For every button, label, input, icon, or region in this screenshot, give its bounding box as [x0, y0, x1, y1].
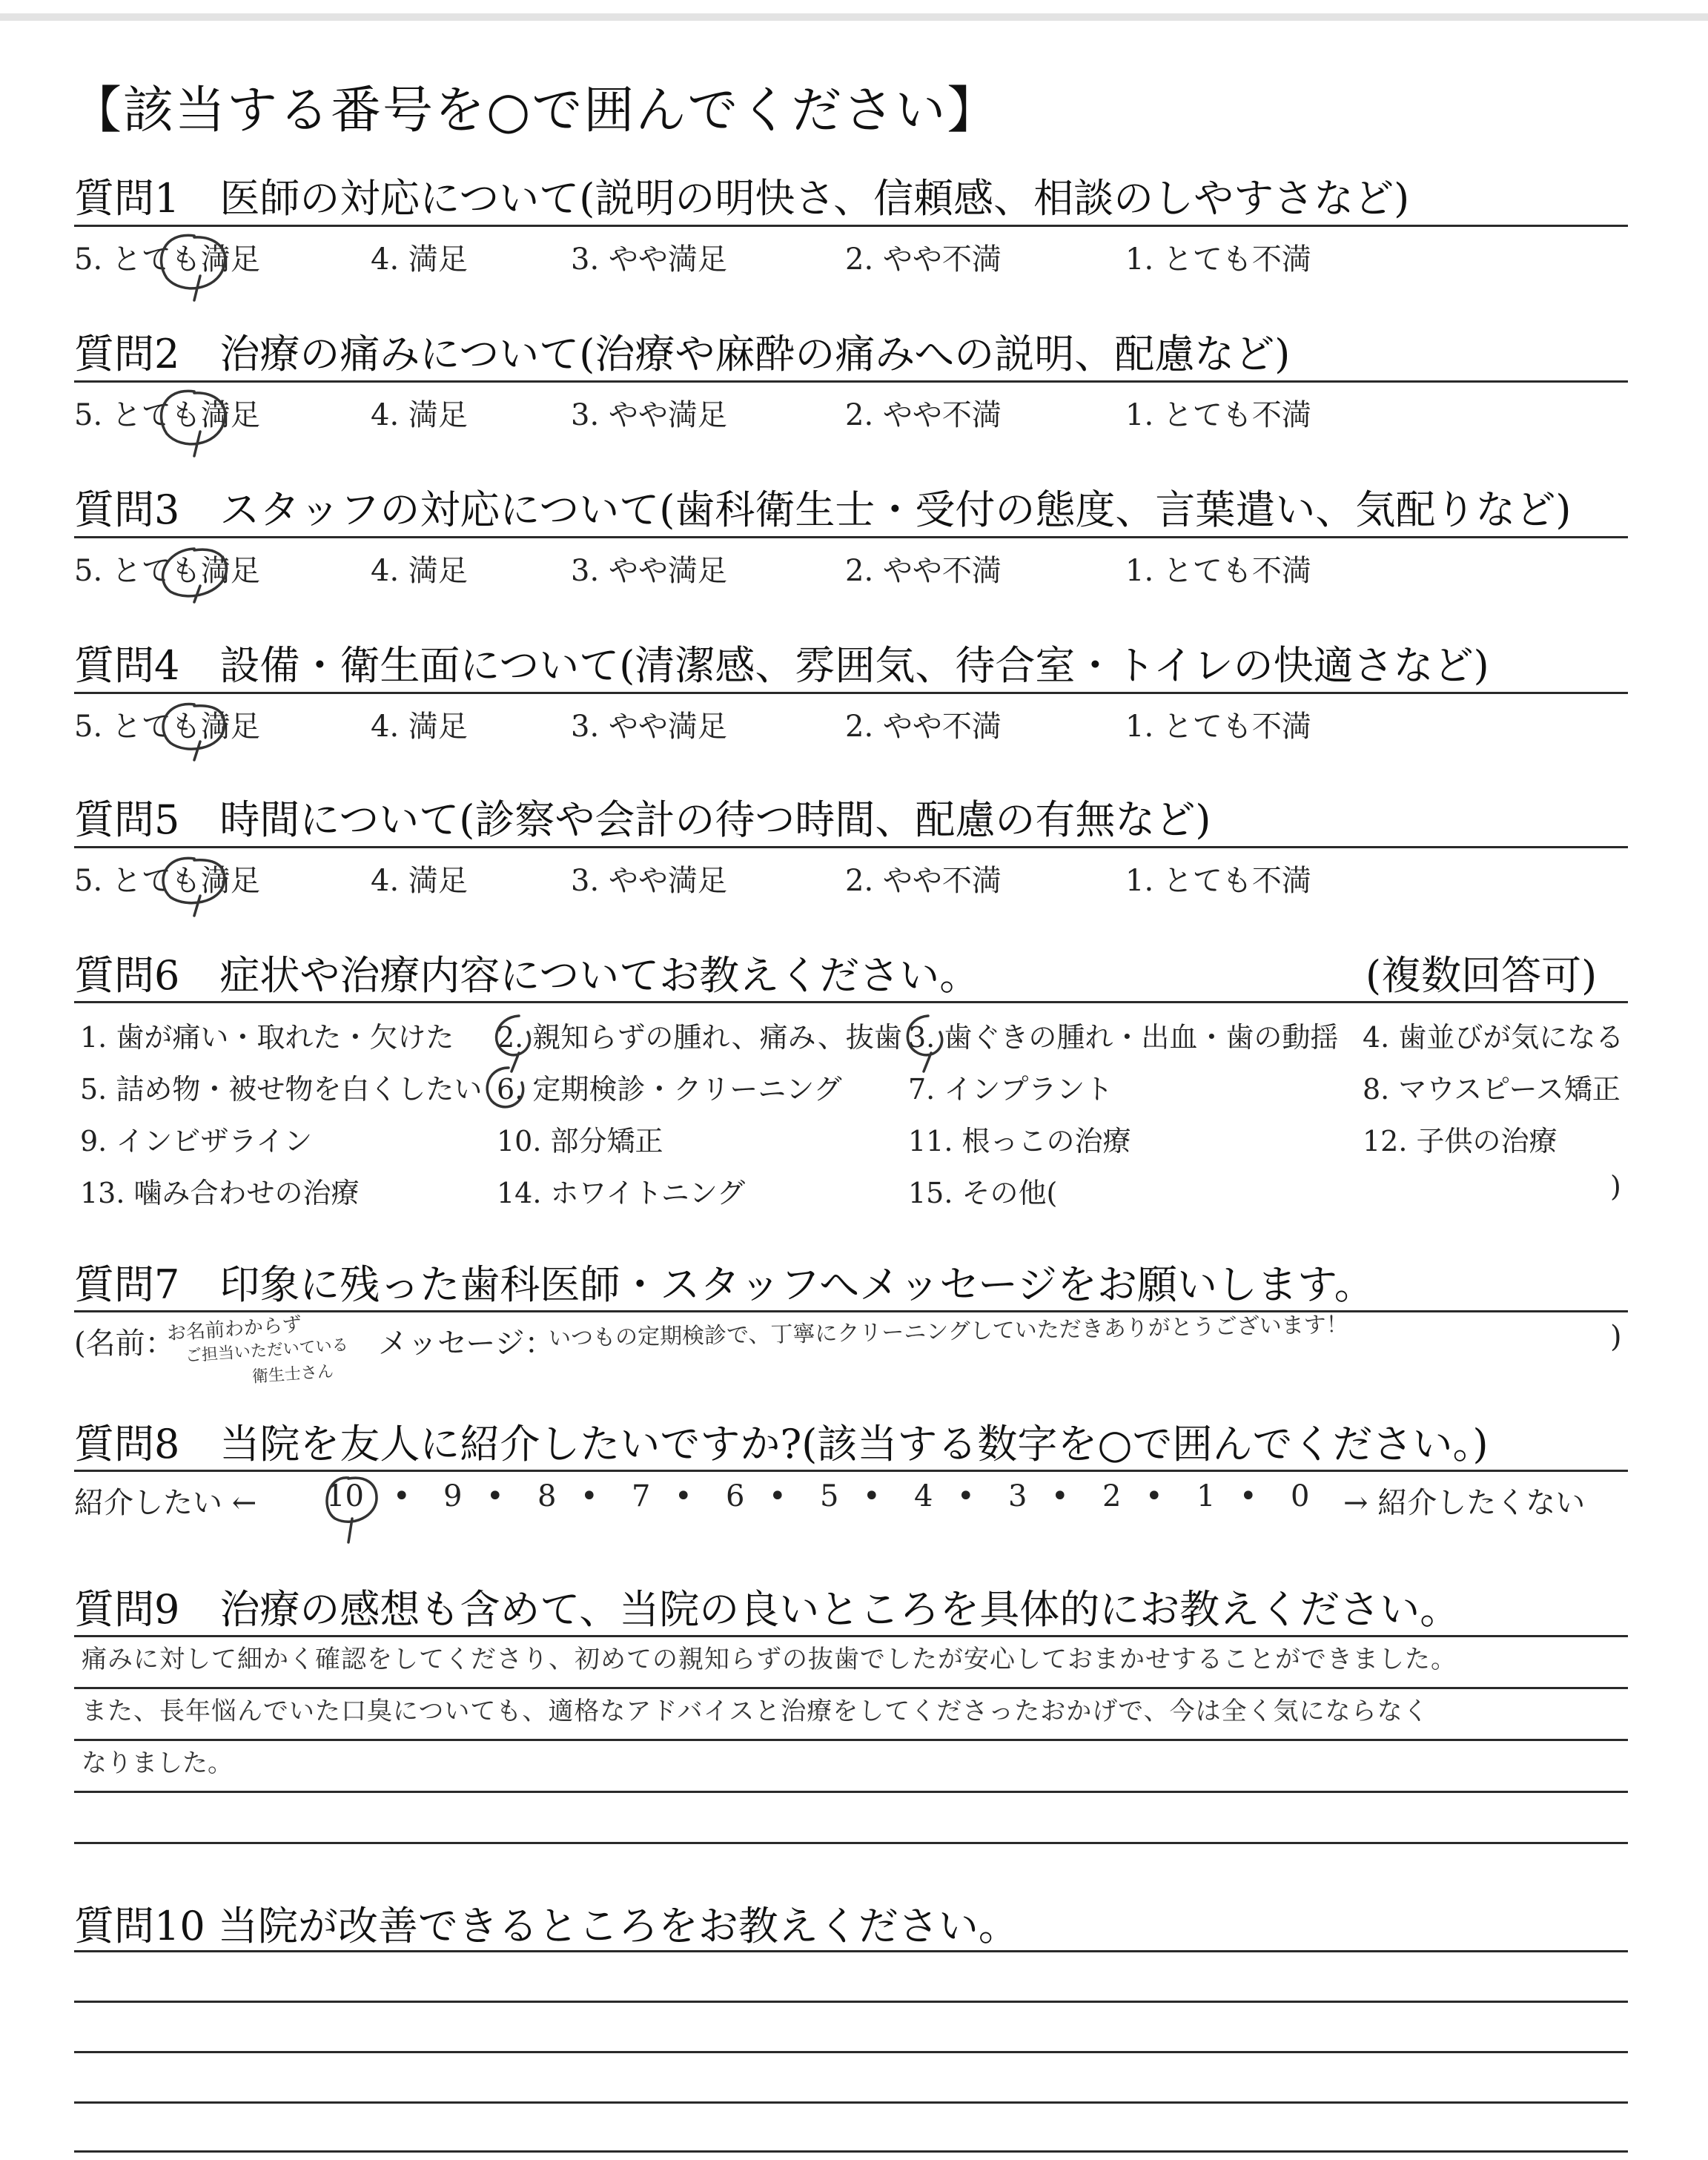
symptom-option-10[interactable]: 10. 部分矯正 [497, 1125, 663, 1157]
scale-value-3[interactable]: 3 [1008, 1479, 1027, 1513]
question-title: 質問5 時間について(診察や会計の待つ時間、配慮の有無など) [74, 796, 1211, 843]
scale-value-1[interactable]: 1 [1196, 1479, 1216, 1513]
q6-option-6-circle [487, 1068, 523, 1107]
scale-separator-dot: • [675, 1479, 692, 1513]
option-1[interactable]: 1. とても不満 [1125, 242, 1311, 277]
scale-value-10[interactable]: 10 [326, 1479, 364, 1513]
handwritten-message: いつもの定期検診で、丁寧にクリーニングしていただきありがとうございます！ [548, 1312, 1349, 1352]
symptom-option-3[interactable]: 3. 歯ぐきの腫れ・出血・歯の動揺 [908, 1021, 1339, 1054]
message-label: メッセージ： [378, 1327, 555, 1361]
q6-option-3-circle [907, 1016, 941, 1071]
q8-circle-10 [327, 1478, 377, 1542]
option-2[interactable]: 2. やや不満 [845, 554, 1002, 588]
q6-option-2-circle [497, 1016, 530, 1071]
option-3[interactable]: 3. やや満足 [571, 398, 727, 432]
q5-circle-mark [163, 858, 224, 916]
scale-separator-dot: • [393, 1479, 411, 1513]
other-close-paren: ) [1610, 1170, 1621, 1203]
name-label: (名前： [74, 1327, 175, 1361]
scale-value-4[interactable]: 4 [914, 1479, 933, 1513]
symptom-option-5[interactable]: 5. 詰め物・被せ物を白くしたい [80, 1073, 483, 1106]
handwritten-answer-line-2: また、長年悩んでいた口臭についても、適格なアドバイスと治療をしてくださったおかげで、今は全く気にならなく [82, 1697, 1429, 1726]
q3-circle-mark [163, 549, 227, 602]
symptom-option-4[interactable]: 4. 歯並びが気になる [1363, 1021, 1624, 1054]
option-3[interactable]: 3. やや満足 [571, 242, 727, 277]
symptom-option-9[interactable]: 9. インビザライン [80, 1125, 313, 1157]
scale-value-0[interactable]: 0 [1291, 1479, 1310, 1513]
question-title: 質問4 設備・衛生面について(清潔感、雰囲気、待合室・トイレの快適さなど) [74, 642, 1489, 689]
option-4[interactable]: 4. 満足 [371, 242, 468, 277]
scale-value-8[interactable]: 8 [537, 1479, 557, 1513]
symptom-option-14[interactable]: 14. ホワイトニング [497, 1177, 746, 1209]
symptom-option-12[interactable]: 12. 子供の治療 [1363, 1125, 1558, 1157]
handwritten-name-line-2: ご担当いただいている [185, 1335, 349, 1366]
q1-circle-mark [162, 235, 225, 300]
question-title: 質問2 治療の痛みについて(治療や麻酔の痛みへの説明、配慮など) [74, 331, 1291, 377]
scale-separator-dot: • [486, 1479, 504, 1513]
option-1[interactable]: 1. とても不満 [1125, 864, 1311, 898]
scale-separator-dot: • [863, 1479, 881, 1513]
question-title: 質問7 印象に残った歯科医師・スタッフへメッセージをお願いします。 [74, 1261, 1374, 1308]
multiple-answers-note: (複数回答可) [1366, 952, 1598, 999]
option-3[interactable]: 3. やや満足 [571, 554, 727, 588]
scale-separator-dot: • [1145, 1479, 1163, 1513]
question-title: 質問8 当院を友人に紹介したいですか?(該当する数字を○で囲んでください。) [74, 1421, 1489, 1467]
form-header: 【該当する番号を○で囲んでください】 [71, 82, 999, 140]
message-close-paren: ) [1610, 1320, 1622, 1354]
option-2[interactable]: 2. やや不満 [845, 710, 1002, 744]
symptom-option-7[interactable]: 7. インプラント [908, 1073, 1113, 1106]
handwritten-answer-line-1: 痛みに対して細かく確認をしてくださり、初めての親知らずの抜歯でしたが安心しておまかせすることができました。 [82, 1645, 1457, 1674]
question-title: 質問6 症状や治療内容についてお教えください。 [74, 952, 980, 999]
option-2[interactable]: 2. やや不満 [845, 398, 1002, 432]
option-3[interactable]: 3. やや満足 [571, 864, 727, 898]
symptom-option-11[interactable]: 11. 根っこの治療 [908, 1125, 1131, 1157]
option-2[interactable]: 2. やや不満 [845, 864, 1002, 898]
option-5[interactable]: 5. とても満足 [74, 242, 260, 277]
option-4[interactable]: 4. 満足 [371, 398, 468, 432]
scale-separator-dot: • [580, 1479, 598, 1513]
symptom-option-13[interactable]: 13. 噛み合わせの治療 [80, 1177, 360, 1209]
q2-circle-mark [162, 391, 225, 456]
scale-value-2[interactable]: 2 [1102, 1479, 1122, 1513]
scale-separator-dot: • [1051, 1479, 1069, 1513]
question-title: 質問3 スタッフの対応について(歯科衛生士・受付の態度、言葉遣い、気配りなど) [74, 486, 1572, 533]
handwritten-name-line-1: お名前わからず [166, 1313, 302, 1345]
scale-value-6[interactable]: 6 [726, 1479, 745, 1513]
option-4[interactable]: 4. 満足 [371, 710, 468, 744]
scale-value-7[interactable]: 7 [632, 1479, 651, 1513]
option-4[interactable]: 4. 満足 [371, 554, 468, 588]
option-4[interactable]: 4. 満足 [371, 864, 468, 898]
question-title: 質問9 治療の感想も含めて、当院の良いところを具体的にお教えください。 [74, 1586, 1460, 1633]
symptom-option-1[interactable]: 1. 歯が痛い・取れた・欠けた [80, 1021, 454, 1054]
symptom-option-8[interactable]: 8. マウスピース矯正 [1363, 1073, 1621, 1106]
not-recommend-label: → 紹介したくない [1343, 1486, 1586, 1520]
handwritten-answer-line-3: なりました。 [82, 1748, 233, 1778]
option-5[interactable]: 5. とても満足 [74, 864, 260, 898]
option-1[interactable]: 1. とても不満 [1125, 710, 1311, 744]
symptom-option-2[interactable]: 2. 親知らずの腫れ、痛み、抜歯 [497, 1021, 902, 1054]
recommend-label: 紹介したい ← [74, 1486, 257, 1520]
scale-value-9[interactable]: 9 [443, 1479, 463, 1513]
scale-separator-dot: • [769, 1479, 787, 1513]
scale-separator-dot: • [1239, 1479, 1257, 1513]
option-1[interactable]: 1. とても不満 [1125, 398, 1311, 432]
scale-separator-dot: • [957, 1479, 975, 1513]
symptom-option-15[interactable]: 15. その他( [908, 1177, 1058, 1209]
option-3[interactable]: 3. やや満足 [571, 710, 727, 744]
option-5[interactable]: 5. とても満足 [74, 710, 260, 744]
option-5[interactable]: 5. とても満足 [74, 398, 260, 432]
handwritten-name-line-3: 衛生士さん [251, 1362, 334, 1387]
question-title: 質問10 当院が改善できるところをお教えください。 [74, 1903, 1019, 1949]
scale-value-5[interactable]: 5 [820, 1479, 839, 1513]
option-2[interactable]: 2. やや不満 [845, 242, 1002, 277]
symptom-option-6[interactable]: 6. 定期検診・クリーニング [497, 1073, 842, 1106]
question-title: 質問1 医師の対応について(説明の明快さ、信頼感、相談のしやすさなど) [74, 175, 1410, 222]
q4-circle-mark [163, 704, 224, 760]
option-5[interactable]: 5. とても満足 [74, 554, 260, 588]
option-1[interactable]: 1. とても不満 [1125, 554, 1311, 588]
